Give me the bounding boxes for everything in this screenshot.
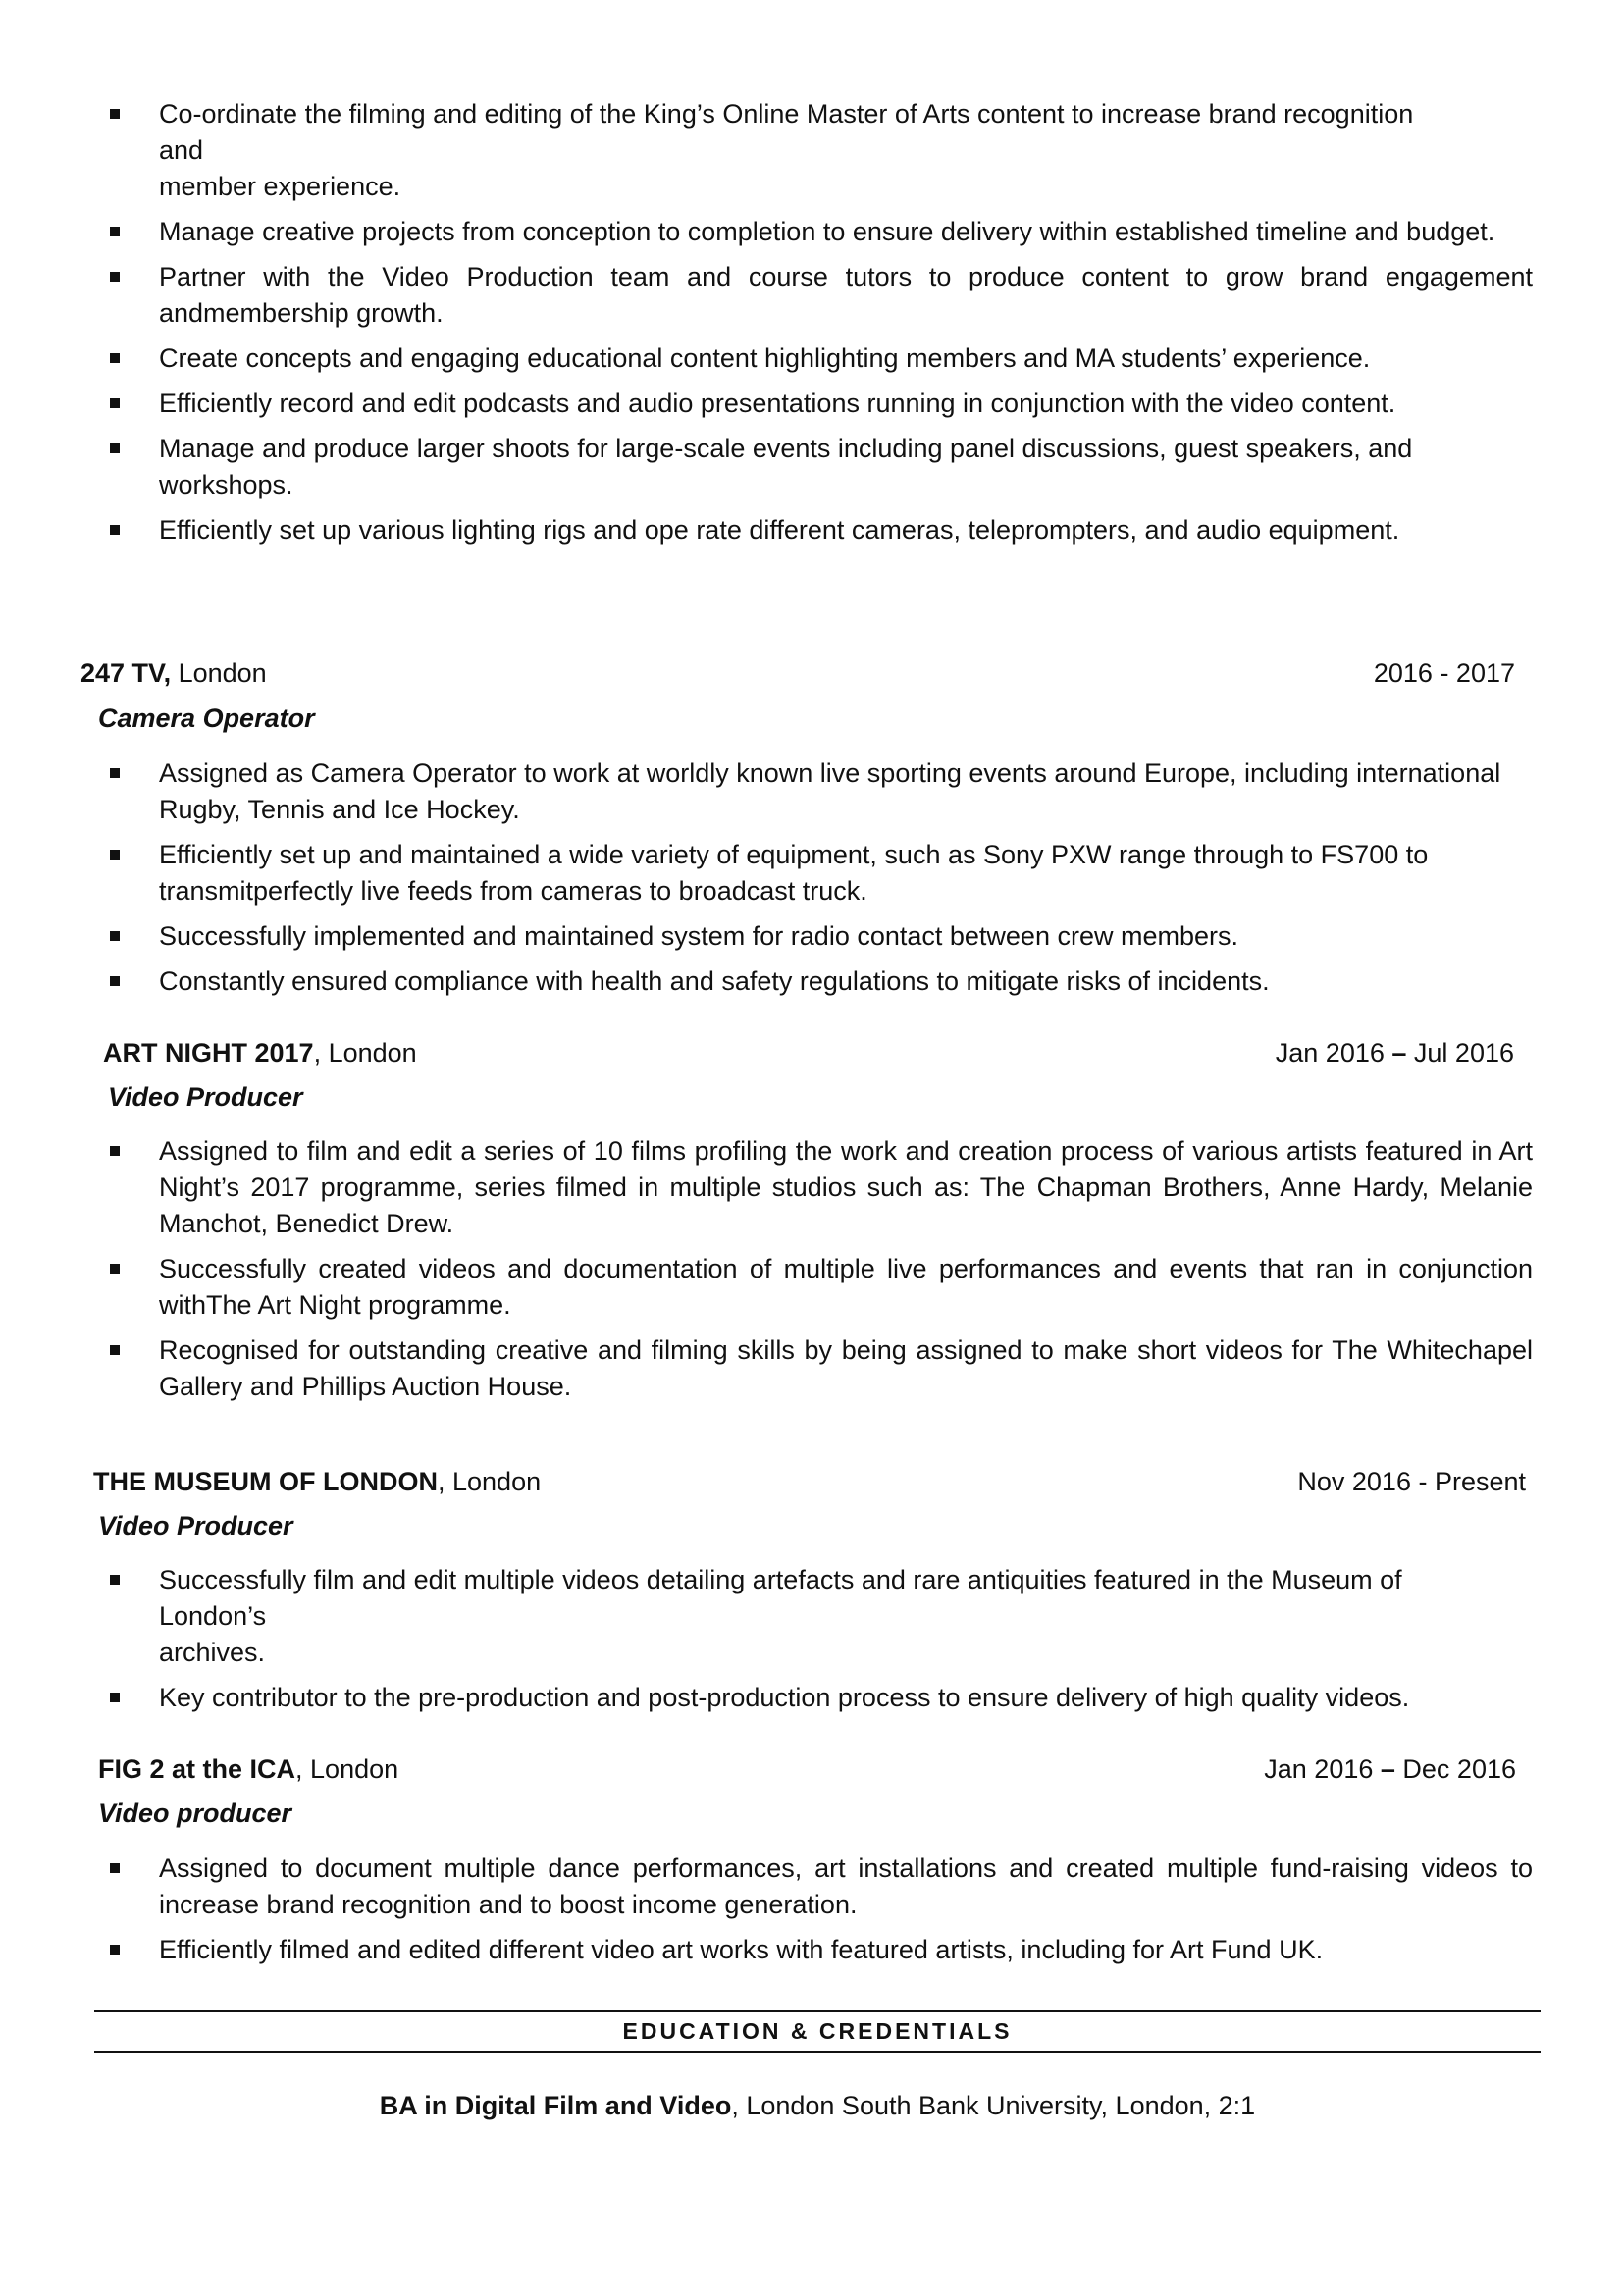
section-divider-top [94,2010,1541,2012]
bullet-square-icon [110,398,120,408]
education-entry [94,2088,1541,2124]
job-heading-fig2-ica [98,1751,398,1788]
list-item: Successfully film and edit multiple videos detailing artefacts and rare antiquities featured in the Museum of London’s archives. [110,1562,1533,1671]
company-name: ART NIGHT 2017 [103,1038,314,1068]
job-dates: Jan 2016 – Jul 2016 [1275,1038,1514,1068]
bullet-square-icon [110,227,120,236]
job-bullets [110,1851,1533,1977]
company-location: , London [313,1038,417,1068]
list-item: Manage and produce larger shoots for large-scale events including panel discussions, guest speakers, and workshops. [110,431,1533,503]
job-bullets [110,1562,1533,1725]
job-dates: 2016 - 2017 [1373,658,1515,688]
bullet-square-icon [110,1575,120,1585]
company-location: , London [295,1754,399,1784]
company-location: , London [438,1467,542,1496]
bullet-square-icon [110,976,120,986]
bullet-square-icon [110,1264,120,1274]
job-bullets [110,756,1533,1009]
bullet-square-icon [110,1945,120,1955]
company-location: London [171,658,267,688]
bullet-square-icon [110,768,120,778]
list-item: Efficiently set up and maintained a wide variety of equipment, such as Sony PXW range through to FS700 to transmitperfectly live feeds from cameras to broadcast truck. [110,837,1533,910]
bullet-square-icon [110,1146,120,1156]
list-item: Efficiently set up various lighting rigs and ope rate different cameras, teleprompters, and audio equipment. [110,512,1533,548]
section-divider-bottom [94,2051,1541,2053]
job-bullets [110,1133,1533,1414]
list-item: Recognised for outstanding creative and filming skills by being assigned to make short videos for The Whitechapel Gallery and Phillips Auction House. [110,1332,1533,1405]
list-item: Partner with the Video Production team and course tutors to produce content to grow brand engagement andmembership growth. [110,259,1533,332]
company-name: THE MUSEUM OF LONDON [93,1467,438,1496]
list-item: Create concepts and engaging educational content highlighting members and MA students’ experience. [110,340,1533,377]
job-title: Video Producer [108,1082,303,1112]
job-dates: Jan 2016 – Dec 2016 [1264,1754,1516,1784]
section-title-education: EDUCATION & CREDENTIALS [622,2018,1013,2044]
bullet-square-icon [110,850,120,860]
company-name: 247 TV, [80,658,172,688]
list-item: Key contributor to the pre-production and post-production process to ensure delivery of high quality videos. [110,1680,1533,1716]
list-item: Assigned to document multiple dance performances, art installations and created multiple fund-raising videos to increase brand recognition and to boost income generation. [110,1851,1533,1923]
job-heading-museum-of-london [93,1464,541,1500]
list-item: Assigned as Camera Operator to work at worldly known live sporting events around Europe, including international Rugby, Tennis and Ice Hockey. [110,756,1533,828]
job-heading-247tv [80,655,267,692]
job-title: Video producer [98,1799,292,1828]
list-item: Efficiently filmed and edited different video art works with featured artists, including for Art Fund UK. [110,1932,1533,1968]
bullet-square-icon [110,1863,120,1873]
job-title: Camera Operator [98,704,315,733]
bullet-square-icon [110,525,120,535]
previous-role-bullets [110,96,1533,557]
degree-details: , London South Bank University, London, 2:1 [731,2091,1256,2120]
list-item: Successfully implemented and maintained system for radio contact between crew members. [110,918,1533,955]
bullet-square-icon [110,1693,120,1702]
list-item: Constantly ensured compliance with health and safety regulations to mitigate risks of incidents. [110,964,1533,1000]
company-name: FIG 2 at the ICA [98,1754,296,1784]
list-item: Manage creative projects from conception to completion to ensure delivery within established timeline and budget. [110,214,1533,250]
job-heading-art-night [103,1035,417,1071]
list-item: Assigned to film and edit a series of 10 films profiling the work and creation process of various artists featured in Art Night’s 2017 programme, series filmed in multiple studios such as: The Chapman Brothers, Anne Hardy, Melanie Manchot, Benedict Drew. [110,1133,1533,1242]
bullet-square-icon [110,353,120,363]
list-item: Successfully created videos and documentation of multiple live performances and events that ran in conjunction withThe Art Night programme. [110,1251,1533,1324]
list-item: Efficiently record and edit podcasts and audio presentations running in conjunction with the video content. [110,386,1533,422]
bullet-square-icon [110,443,120,453]
degree-name: BA in Digital Film and Video [379,2091,732,2120]
job-title: Video Producer [98,1511,293,1540]
bullet-square-icon [110,1345,120,1355]
bullet-square-icon [110,272,120,282]
list-item: Co-ordinate the filming and editing of the King’s Online Master of Arts content to increase brand recognition and member experience. [110,96,1533,205]
bullet-square-icon [110,931,120,941]
job-dates: Nov 2016 - Present [1297,1467,1526,1496]
bullet-square-icon [110,109,120,119]
